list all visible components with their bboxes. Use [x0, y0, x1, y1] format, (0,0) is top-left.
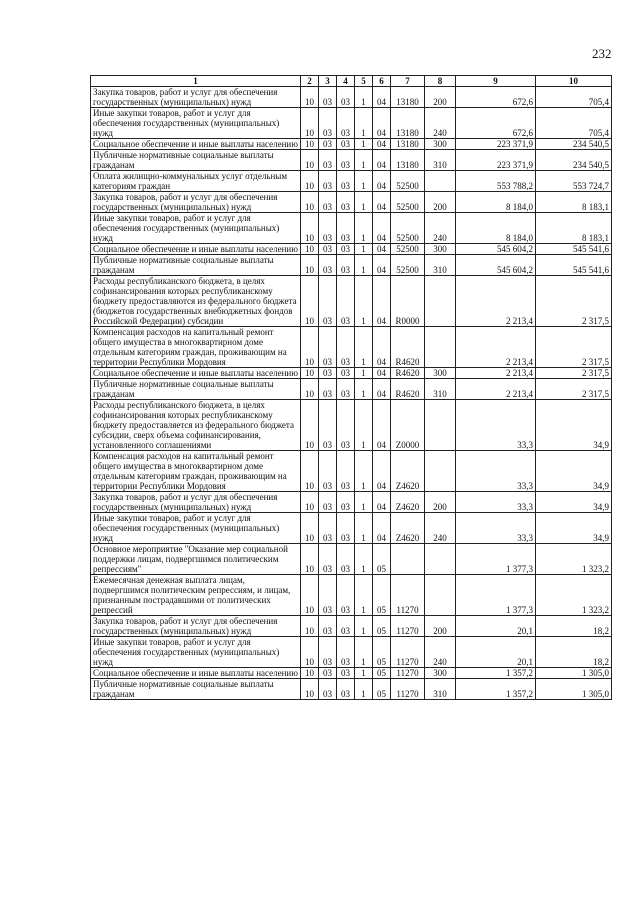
- subprogram-code: 1: [355, 400, 373, 451]
- subsection-code: 03: [319, 87, 337, 108]
- program-code: 03: [337, 679, 355, 700]
- expense-type-code: [425, 171, 456, 192]
- amount-year-1: 33,3: [456, 451, 536, 492]
- direction-code: 11270: [391, 575, 425, 616]
- amount-year-2: 2 317,5: [536, 276, 612, 327]
- program-code: 03: [337, 171, 355, 192]
- subprogram-code: 1: [355, 368, 373, 379]
- row-item-name: Социальное обеспечение и иные выплаты населению: [91, 139, 301, 150]
- row-item-name: Расходы республиканского бюджета, в целях софинансирования которых республиканскому бюджету предоставляется из федерального бюджета субсидии, сверх объема софинансирования, установленного соглашениями: [91, 400, 301, 451]
- column-header: 3: [319, 76, 337, 87]
- section-code: 10: [301, 108, 319, 139]
- amount-year-2: 1 323,2: [536, 544, 612, 575]
- table-row: [91, 400, 612, 451]
- event-code: 04: [373, 492, 391, 513]
- section-code: 10: [301, 368, 319, 379]
- program-code: 03: [337, 244, 355, 255]
- section-code: 10: [301, 451, 319, 492]
- section-code: 10: [301, 492, 319, 513]
- subprogram-code: 1: [355, 150, 373, 171]
- subprogram-code: 1: [355, 276, 373, 327]
- table-row: [91, 668, 612, 679]
- expense-type-code: 200: [425, 87, 456, 108]
- direction-code: 52500: [391, 171, 425, 192]
- direction-code: 13180: [391, 87, 425, 108]
- event-code: 05: [373, 637, 391, 668]
- row-item-name: Закупка товаров, работ и услуг для обеспечения государственных (муниципальных) нужд: [91, 616, 301, 637]
- budget-table: [90, 75, 612, 700]
- program-code: 03: [337, 255, 355, 276]
- column-header: 10: [536, 76, 612, 87]
- program-code: 03: [337, 637, 355, 668]
- amount-year-1: 2 213,4: [456, 368, 536, 379]
- amount-year-2: 34,9: [536, 451, 612, 492]
- row-item-name: Публичные нормативные социальные выплаты гражданам: [91, 379, 301, 400]
- table-row: [91, 108, 612, 139]
- expense-type-code: 200: [425, 616, 456, 637]
- table-row: [91, 276, 612, 327]
- subprogram-code: 1: [355, 379, 373, 400]
- column-header: 7: [391, 76, 425, 87]
- direction-code: 13180: [391, 108, 425, 139]
- amount-year-2: 34,9: [536, 492, 612, 513]
- expense-type-code: 240: [425, 513, 456, 544]
- row-item-name: Оплата жилищно-коммунальных услуг отдельным категориям граждан: [91, 171, 301, 192]
- subsection-code: 03: [319, 368, 337, 379]
- section-code: 10: [301, 276, 319, 327]
- amount-year-2: 1 305,0: [536, 668, 612, 679]
- row-item-name: Публичные нормативные социальные выплаты гражданам: [91, 255, 301, 276]
- row-item-name: Иные закупки товаров, работ и услуг для обеспечения государственных (муниципальных) нужд: [91, 513, 301, 544]
- direction-code: [391, 544, 425, 575]
- expense-type-code: 240: [425, 213, 456, 244]
- row-item-name: Социальное обеспечение и иные выплаты населению: [91, 368, 301, 379]
- expense-type-code: 310: [425, 255, 456, 276]
- event-code: 04: [373, 379, 391, 400]
- column-header: 9: [456, 76, 536, 87]
- table-row: [91, 150, 612, 171]
- subsection-code: 03: [319, 668, 337, 679]
- row-item-name: Компенсация расходов на капитальный ремонт общего имущества в многоквартирном доме отдельным категориям граждан, проживающим на территории Республики Мордовия: [91, 451, 301, 492]
- column-header: 8: [425, 76, 456, 87]
- amount-year-1: 33,3: [456, 492, 536, 513]
- program-code: 03: [337, 108, 355, 139]
- table-row: [91, 368, 612, 379]
- table-row: [91, 171, 612, 192]
- subprogram-code: 1: [355, 327, 373, 368]
- amount-year-2: 705,4: [536, 87, 612, 108]
- row-item-name: Публичные нормативные социальные выплаты гражданам: [91, 679, 301, 700]
- amount-year-2: 545 541,6: [536, 255, 612, 276]
- program-code: 03: [337, 87, 355, 108]
- row-item-name: Иные закупки товаров, работ и услуг для обеспечения государственных (муниципальных) нужд: [91, 213, 301, 244]
- row-item-name: Закупка товаров, работ и услуг для обеспечения государственных (муниципальных) нужд: [91, 192, 301, 213]
- amount-year-1: 223 371,9: [456, 150, 536, 171]
- row-item-name: Иные закупки товаров, работ и услуг для обеспечения государственных (муниципальных) нужд: [91, 108, 301, 139]
- amount-year-1: 2 213,4: [456, 379, 536, 400]
- subprogram-code: 1: [355, 108, 373, 139]
- direction-code: 52500: [391, 255, 425, 276]
- amount-year-2: 2 317,5: [536, 327, 612, 368]
- direction-code: Z4620: [391, 492, 425, 513]
- subsection-code: 03: [319, 379, 337, 400]
- event-code: 04: [373, 244, 391, 255]
- event-code: 05: [373, 668, 391, 679]
- expense-type-code: 240: [425, 637, 456, 668]
- table-row: [91, 327, 612, 368]
- event-code: 04: [373, 139, 391, 150]
- expense-type-code: 240: [425, 108, 456, 139]
- amount-year-1: 33,3: [456, 513, 536, 544]
- row-item-name: Ежемесячная денежная выплата лицам, подвергшимся политическим репрессиям, и лицам, признанным пострадавшими от политических репрессий: [91, 575, 301, 616]
- subprogram-code: 1: [355, 513, 373, 544]
- expense-type-code: 310: [425, 679, 456, 700]
- table-row: [91, 87, 612, 108]
- expense-type-code: 300: [425, 244, 456, 255]
- row-item-name: Компенсация расходов на капитальный ремонт общего имущества в многоквартирном доме отдельным категориям граждан, проживающим на территории Республики Мордовия: [91, 327, 301, 368]
- amount-year-2: 234 540,5: [536, 150, 612, 171]
- subsection-code: 03: [319, 679, 337, 700]
- subsection-code: 03: [319, 575, 337, 616]
- subsection-code: 03: [319, 108, 337, 139]
- amount-year-1: 33,3: [456, 400, 536, 451]
- expense-type-code: [425, 276, 456, 327]
- table-header-row: [91, 76, 612, 87]
- event-code: 04: [373, 213, 391, 244]
- amount-year-1: 1 357,2: [456, 668, 536, 679]
- amount-year-2: 545 541,6: [536, 244, 612, 255]
- subsection-code: 03: [319, 637, 337, 668]
- event-code: 04: [373, 150, 391, 171]
- amount-year-2: 2 317,5: [536, 379, 612, 400]
- expense-type-code: [425, 575, 456, 616]
- event-code: 04: [373, 327, 391, 368]
- table-row: [91, 255, 612, 276]
- subsection-code: 03: [319, 213, 337, 244]
- section-code: 10: [301, 544, 319, 575]
- amount-year-2: 2 317,5: [536, 368, 612, 379]
- subsection-code: 03: [319, 192, 337, 213]
- expense-type-code: 200: [425, 192, 456, 213]
- direction-code: R4620: [391, 379, 425, 400]
- program-code: 03: [337, 276, 355, 327]
- event-code: 05: [373, 679, 391, 700]
- subsection-code: 03: [319, 492, 337, 513]
- column-header: 6: [373, 76, 391, 87]
- subprogram-code: 1: [355, 244, 373, 255]
- program-code: 03: [337, 668, 355, 679]
- program-code: 03: [337, 544, 355, 575]
- section-code: 10: [301, 379, 319, 400]
- subprogram-code: 1: [355, 139, 373, 150]
- expense-type-code: [425, 400, 456, 451]
- direction-code: R4620: [391, 327, 425, 368]
- table-row: [91, 575, 612, 616]
- section-code: 10: [301, 87, 319, 108]
- direction-code: 52500: [391, 213, 425, 244]
- table-row: [91, 679, 612, 700]
- section-code: 10: [301, 192, 319, 213]
- event-code: 04: [373, 276, 391, 327]
- expense-type-code: [425, 544, 456, 575]
- table-row: [91, 244, 612, 255]
- subsection-code: 03: [319, 400, 337, 451]
- direction-code: Z4620: [391, 451, 425, 492]
- section-code: 10: [301, 616, 319, 637]
- event-code: 04: [373, 87, 391, 108]
- direction-code: 13180: [391, 150, 425, 171]
- amount-year-2: 18,2: [536, 616, 612, 637]
- event-code: 04: [373, 192, 391, 213]
- table-row: [91, 451, 612, 492]
- row-item-name: Закупка товаров, работ и услуг для обеспечения государственных (муниципальных) нужд: [91, 87, 301, 108]
- amount-year-1: 553 788,2: [456, 171, 536, 192]
- section-code: 10: [301, 139, 319, 150]
- section-code: 10: [301, 637, 319, 668]
- expense-type-code: 200: [425, 492, 456, 513]
- subsection-code: 03: [319, 327, 337, 368]
- program-code: 03: [337, 192, 355, 213]
- amount-year-1: 545 604,2: [456, 255, 536, 276]
- program-code: 03: [337, 400, 355, 451]
- subprogram-code: 1: [355, 171, 373, 192]
- amount-year-2: 34,9: [536, 400, 612, 451]
- column-header: 4: [337, 76, 355, 87]
- subprogram-code: 1: [355, 637, 373, 668]
- event-code: 05: [373, 544, 391, 575]
- expense-type-code: 310: [425, 150, 456, 171]
- direction-code: Z0000: [391, 400, 425, 451]
- amount-year-1: 1 377,3: [456, 575, 536, 616]
- expense-type-code: 310: [425, 379, 456, 400]
- row-item-name: Социальное обеспечение и иные выплаты населению: [91, 668, 301, 679]
- subprogram-code: 1: [355, 451, 373, 492]
- table-row: [91, 379, 612, 400]
- table-body: [91, 87, 612, 700]
- amount-year-2: 1 305,0: [536, 679, 612, 700]
- subprogram-code: 1: [355, 616, 373, 637]
- amount-year-2: 34,9: [536, 513, 612, 544]
- amount-year-1: 20,1: [456, 616, 536, 637]
- subsection-code: 03: [319, 276, 337, 327]
- program-code: 03: [337, 327, 355, 368]
- section-code: 10: [301, 327, 319, 368]
- subsection-code: 03: [319, 544, 337, 575]
- program-code: 03: [337, 575, 355, 616]
- event-code: 04: [373, 400, 391, 451]
- amount-year-1: 8 184,0: [456, 213, 536, 244]
- direction-code: 13180: [391, 139, 425, 150]
- amount-year-1: 20,1: [456, 637, 536, 668]
- amount-year-2: 8 183,1: [536, 192, 612, 213]
- column-header: 5: [355, 76, 373, 87]
- column-header: 1: [91, 76, 301, 87]
- expense-type-code: [425, 327, 456, 368]
- row-item-name: Расходы республиканского бюджета, в целях софинансирования которых республиканскому бюджету предоставляются из федерального бюджета (бюджетов государственных внебюджетных фондов Российской Федерации) субсидии: [91, 276, 301, 327]
- section-code: 10: [301, 668, 319, 679]
- program-code: 03: [337, 139, 355, 150]
- program-code: 03: [337, 150, 355, 171]
- program-code: 03: [337, 492, 355, 513]
- direction-code: R0000: [391, 276, 425, 327]
- table-row: [91, 213, 612, 244]
- row-item-name: Иные закупки товаров, работ и услуг для обеспечения государственных (муниципальных) нужд: [91, 637, 301, 668]
- direction-code: Z4620: [391, 513, 425, 544]
- event-code: 04: [373, 368, 391, 379]
- program-code: 03: [337, 368, 355, 379]
- section-code: 10: [301, 244, 319, 255]
- subprogram-code: 1: [355, 213, 373, 244]
- row-item-name: Социальное обеспечение и иные выплаты населению: [91, 244, 301, 255]
- table-row: [91, 513, 612, 544]
- expense-type-code: 300: [425, 668, 456, 679]
- expense-type-code: 300: [425, 368, 456, 379]
- event-code: 05: [373, 575, 391, 616]
- amount-year-2: 234 540,5: [536, 139, 612, 150]
- section-code: 10: [301, 513, 319, 544]
- section-code: 10: [301, 213, 319, 244]
- program-code: 03: [337, 513, 355, 544]
- amount-year-2: 18,2: [536, 637, 612, 668]
- section-code: 10: [301, 150, 319, 171]
- amount-year-2: 705,4: [536, 108, 612, 139]
- event-code: 04: [373, 451, 391, 492]
- table-row: [91, 492, 612, 513]
- direction-code: R4620: [391, 368, 425, 379]
- program-code: 03: [337, 616, 355, 637]
- subprogram-code: 1: [355, 679, 373, 700]
- program-code: 03: [337, 379, 355, 400]
- page-number: 232: [592, 46, 612, 61]
- amount-year-2: 1 323,2: [536, 575, 612, 616]
- event-code: 04: [373, 255, 391, 276]
- table-row: [91, 637, 612, 668]
- amount-year-1: 2 213,4: [456, 276, 536, 327]
- column-header: 2: [301, 76, 319, 87]
- subprogram-code: 1: [355, 544, 373, 575]
- amount-year-1: 2 213,4: [456, 327, 536, 368]
- expense-type-code: 300: [425, 139, 456, 150]
- subsection-code: 03: [319, 513, 337, 544]
- event-code: 04: [373, 108, 391, 139]
- subsection-code: 03: [319, 150, 337, 171]
- subsection-code: 03: [319, 451, 337, 492]
- amount-year-1: 672,6: [456, 87, 536, 108]
- table-row: [91, 544, 612, 575]
- subsection-code: 03: [319, 171, 337, 192]
- event-code: 04: [373, 171, 391, 192]
- row-item-name: Публичные нормативные социальные выплаты гражданам: [91, 150, 301, 171]
- subprogram-code: 1: [355, 492, 373, 513]
- subprogram-code: 1: [355, 575, 373, 616]
- table-row: [91, 616, 612, 637]
- direction-code: 52500: [391, 192, 425, 213]
- section-code: 10: [301, 400, 319, 451]
- amount-year-1: 545 604,2: [456, 244, 536, 255]
- program-code: 03: [337, 451, 355, 492]
- subprogram-code: 1: [355, 87, 373, 108]
- amount-year-1: 672,6: [456, 108, 536, 139]
- program-code: 03: [337, 213, 355, 244]
- section-code: 10: [301, 679, 319, 700]
- subsection-code: 03: [319, 255, 337, 276]
- amount-year-1: 223 371,9: [456, 139, 536, 150]
- amount-year-1: 8 184,0: [456, 192, 536, 213]
- subsection-code: 03: [319, 139, 337, 150]
- table-row: [91, 139, 612, 150]
- subsection-code: 03: [319, 616, 337, 637]
- section-code: 10: [301, 255, 319, 276]
- subprogram-code: 1: [355, 192, 373, 213]
- subprogram-code: 1: [355, 668, 373, 679]
- row-item-name: Основное мероприятие "Оказание мер социальной поддержки лицам, подвергшимся политическим репрессиям": [91, 544, 301, 575]
- expense-type-code: [425, 451, 456, 492]
- direction-code: 52500: [391, 244, 425, 255]
- direction-code: 11270: [391, 637, 425, 668]
- subsection-code: 03: [319, 244, 337, 255]
- amount-year-1: 1 357,2: [456, 679, 536, 700]
- subprogram-code: 1: [355, 255, 373, 276]
- event-code: 04: [373, 513, 391, 544]
- table-row: [91, 192, 612, 213]
- direction-code: 11270: [391, 679, 425, 700]
- direction-code: 11270: [391, 668, 425, 679]
- amount-year-1: 1 377,3: [456, 544, 536, 575]
- direction-code: 11270: [391, 616, 425, 637]
- row-item-name: Закупка товаров, работ и услуг для обеспечения государственных (муниципальных) нужд: [91, 492, 301, 513]
- event-code: 05: [373, 616, 391, 637]
- section-code: 10: [301, 575, 319, 616]
- section-code: 10: [301, 171, 319, 192]
- amount-year-2: 8 183,1: [536, 213, 612, 244]
- amount-year-2: 553 724,7: [536, 171, 612, 192]
